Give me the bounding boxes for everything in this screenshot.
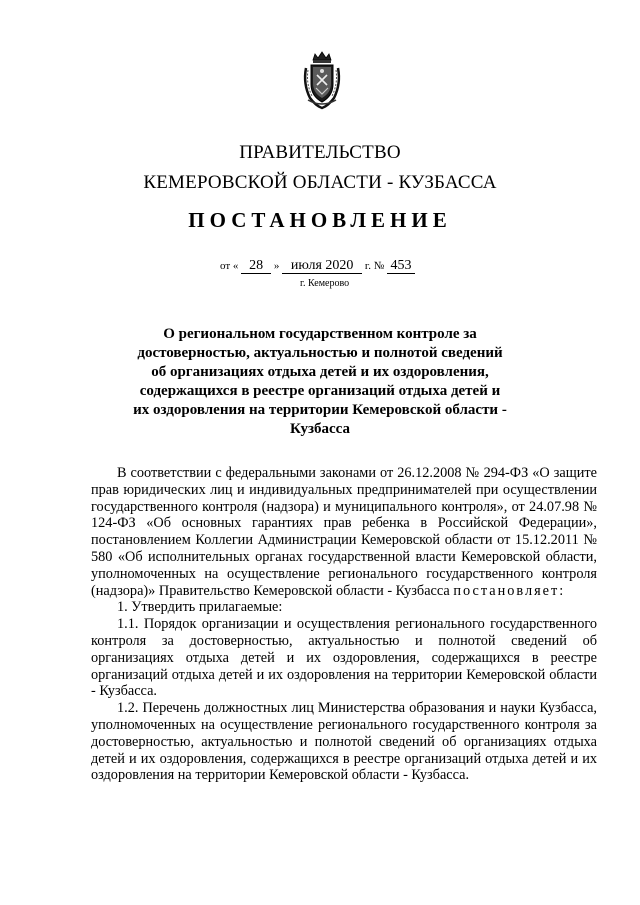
year-suffix: г. № <box>364 260 385 272</box>
document-type-heading: ПОСТАНОВЛЕНИЕ <box>188 208 452 232</box>
body-paragraph-2: 1. Утвердить прилагаемые: <box>117 599 283 616</box>
preamble-text: В соответствии с федеральными законами от 26.12.2008 № 294-ФЗ «О защите прав юридических лиц и индивидуальных предпринимателей при осуществлении государственного контроля (надзора) и муниципального контроля», от 24.07.98 № 124-ФЗ «Об основных гарантиях прав ребенка в Российской Федерации», постановлением Коллегии Администрации Кемеровской области от 15.12.2011 № 580 «Об исполнительных органах государственной власти Кемеровской области, уполномоченных на осуществление регионального государственного контроля (надзора)» Правительство Кемеровской области - Кузбасса <box>91 465 597 599</box>
body-paragraph-4: 1.2. Перечень должностных лиц Министерства образования и науки Кузбасса, уполномоченных на осуществление регионального государственного контроля за достоверностью, актуальностью и полнотой сведений об организациях отдыха детей и их оздоровления, содержащихся в реестре организаций отдыха детей и их оздоровления на территории Кемеровской области - Кузбасса. <box>91 700 597 784</box>
coat-of-arms-icon <box>300 50 344 110</box>
document-title: О региональном государственном контроле за достоверностью, актуальностью и полнотой сведений об организациях отдыха детей и их оздоровления, содержащихся в реестре организаций отдыха детей и их оздоровления на территории Кемеровской области - Кузбасса <box>133 326 507 437</box>
document-number: 453 <box>387 258 415 274</box>
body-paragraph-3: 1.1. Порядок организации и осуществления регионального государственного контроля за достоверностью, актуальностью и полнотой сведений об организациях отдыха детей и их оздоровления, содержащихся в реестре организаций отдыха детей и их оздоровления на территории Кемеровской области - Кузбасса. <box>91 616 597 700</box>
date-month-year: июля 2020 <box>282 258 362 274</box>
issue-city: г. Кемерово <box>300 278 350 289</box>
date-day: 28 <box>241 258 271 274</box>
coat-of-arms-emblem <box>300 50 344 110</box>
document-date-number-line <box>220 258 415 274</box>
government-name-line2: КЕМЕРОВСКОЙ ОБЛАСТИ - КУЗБАССА <box>143 172 497 193</box>
resolves-word: постановляет: <box>453 582 566 599</box>
date-prefix: от « <box>220 260 239 272</box>
government-name-line1: ПРАВИТЕЛЬСТВО <box>239 142 401 163</box>
document-body <box>91 465 597 784</box>
body-paragraph-1 <box>91 465 597 599</box>
date-mid: » <box>273 260 280 272</box>
